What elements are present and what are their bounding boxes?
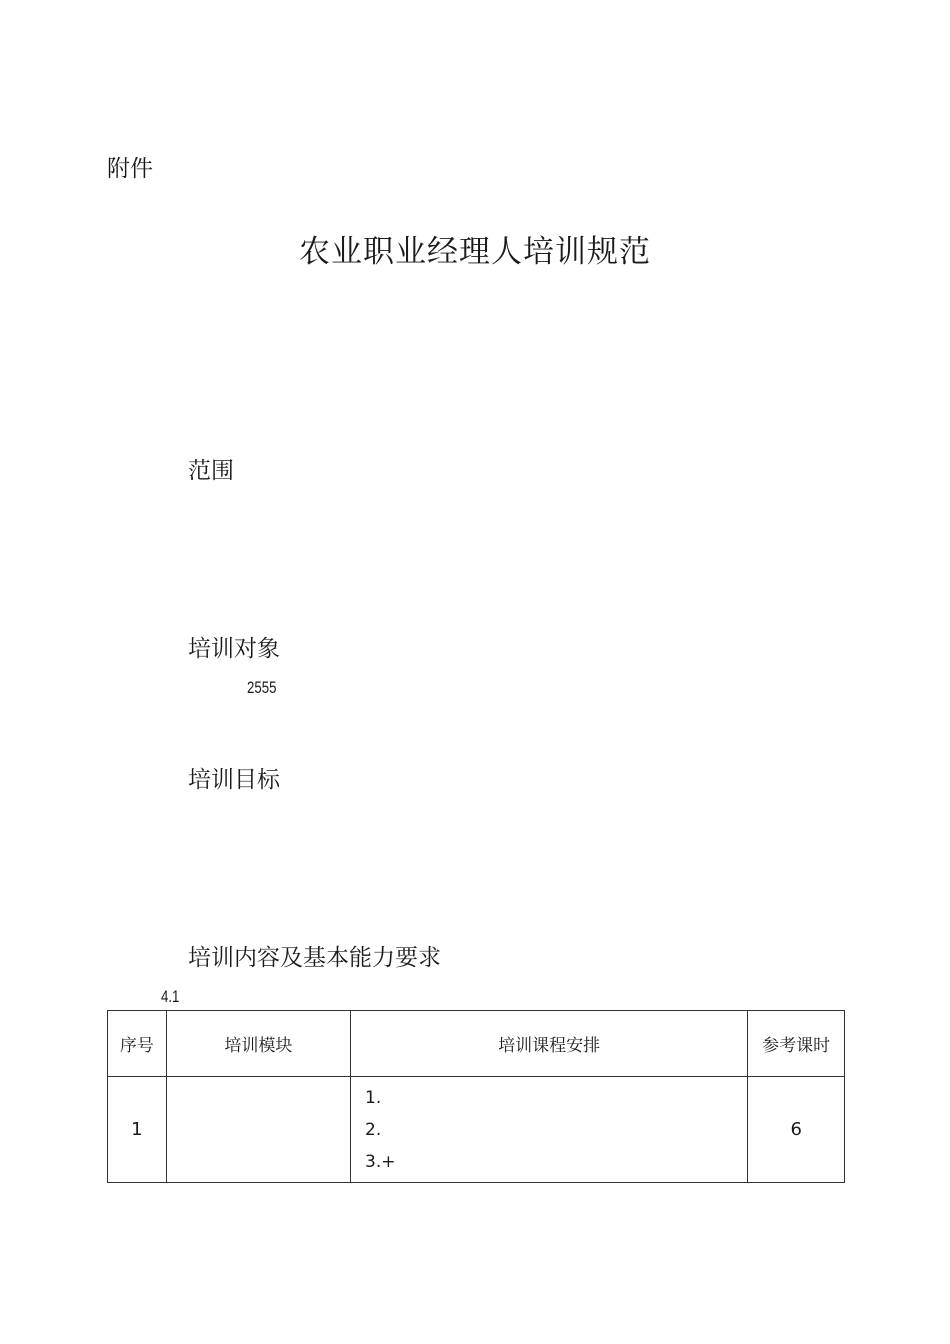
cell-courses bbox=[351, 1077, 748, 1183]
section-heading-trainees: 培训对象 bbox=[188, 636, 280, 662]
cell-seq bbox=[108, 1077, 167, 1183]
document-title: 农业职业经理人培训规范 bbox=[299, 234, 651, 270]
section-heading-goals: 培训目标 bbox=[188, 767, 280, 793]
curriculum-table bbox=[107, 1010, 845, 1183]
column-header-seq: 序号 bbox=[108, 1011, 167, 1077]
seq-value: 1 bbox=[131, 1119, 143, 1140]
section-heading-content: 培训内容及基本能力要求 bbox=[188, 945, 441, 971]
table-header-row bbox=[108, 1011, 845, 1077]
course-item: 2. bbox=[365, 1119, 382, 1140]
section-heading-scope: 范围 bbox=[188, 458, 234, 484]
attachment-label: 附件 bbox=[107, 156, 153, 182]
content-subsection-number: 4.1 bbox=[161, 987, 180, 1006]
column-header-module: 培训模块 bbox=[166, 1011, 350, 1077]
table-row bbox=[108, 1077, 845, 1183]
column-header-courses: 培训课程安排 bbox=[351, 1011, 748, 1077]
hours-value: 6 bbox=[790, 1119, 802, 1140]
course-item: 1. bbox=[365, 1087, 382, 1108]
trainees-note: 2555 bbox=[247, 678, 277, 697]
cell-module bbox=[166, 1077, 350, 1183]
cell-hours bbox=[748, 1077, 845, 1183]
column-header-hours: 参考课时 bbox=[748, 1011, 845, 1077]
course-item: 3.+ bbox=[365, 1151, 396, 1172]
